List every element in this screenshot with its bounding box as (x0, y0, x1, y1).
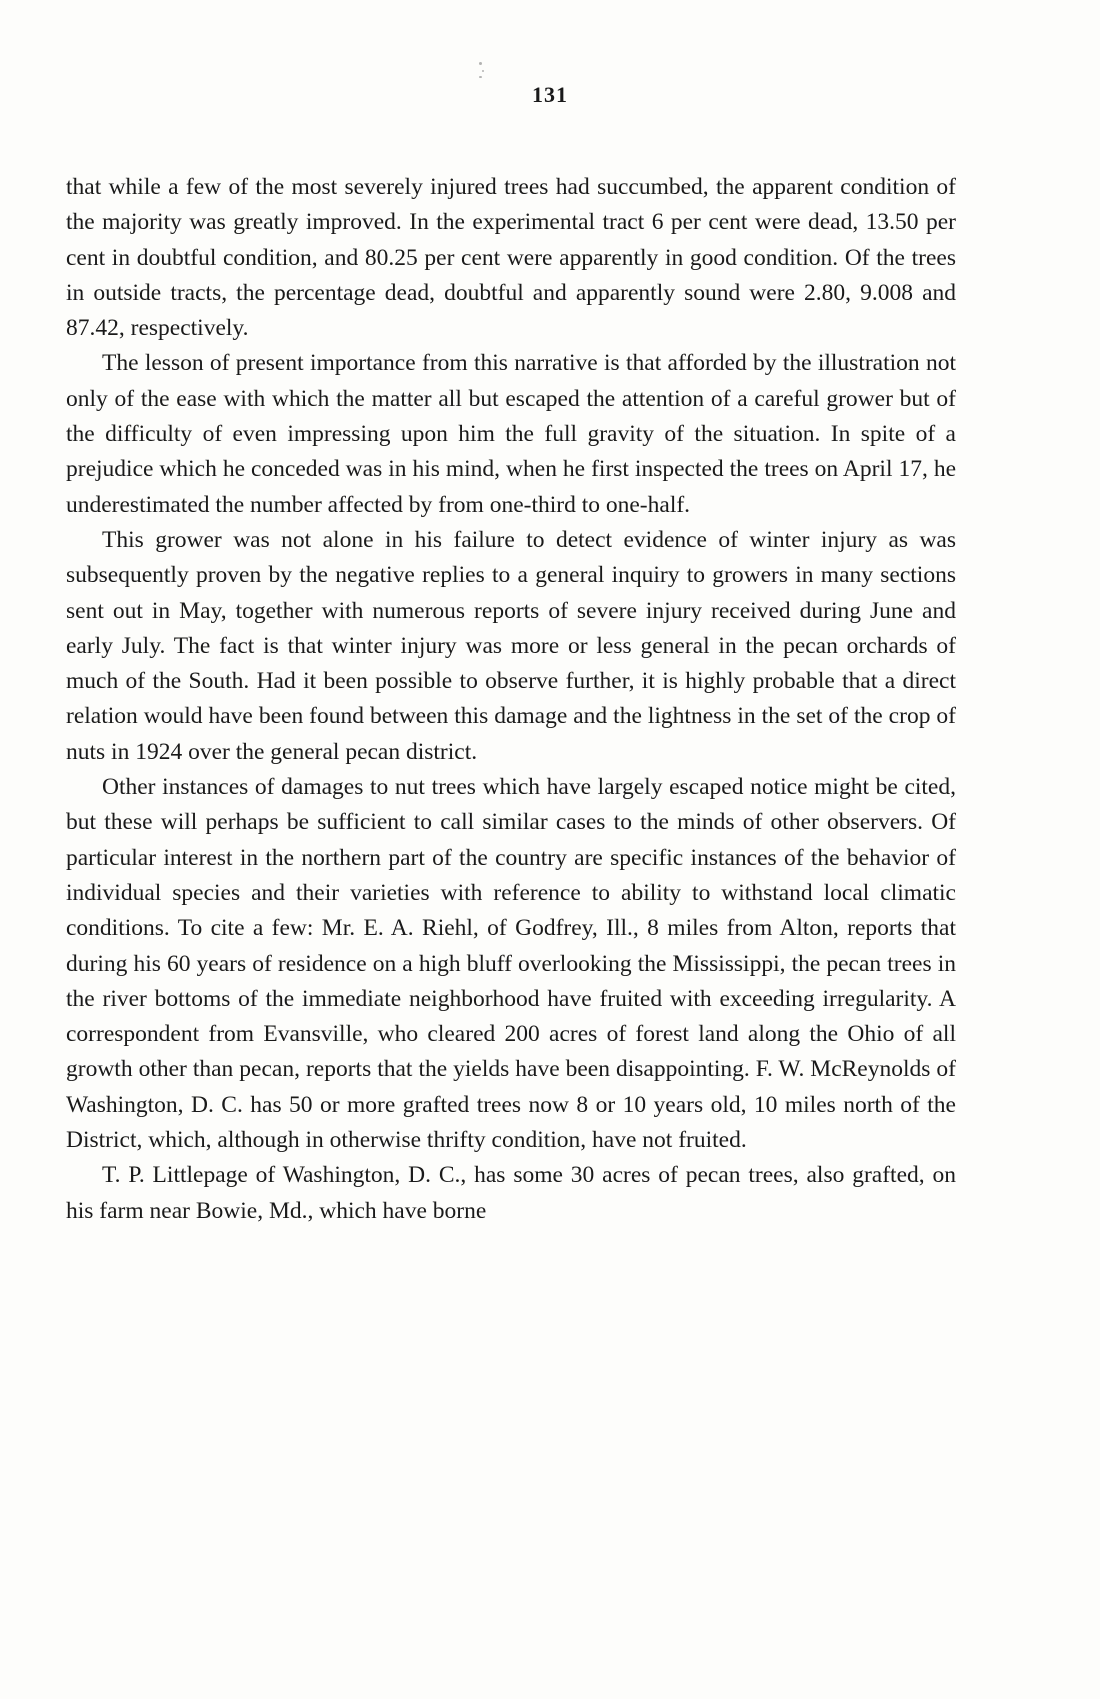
paragraph-4: Other instances of damages to nut trees which have largely escaped notice might be cited, but these will perhaps be sufficient to call similar cases to the minds of other observers. Of particular interest in the northern part of the country are specific instances of the behavior of individual species and their varieties with reference to ability to withstand local climatic conditions. To cite a few: Mr. E. A. Riehl, of Godfrey, Ill., 8 miles from Alton, reports that during his 60 years of residence on a high bluff overlooking the Mississippi, the pecan trees in the river bottoms of the immediate neighborhood have fruited with exceeding irregularity. A correspondent from Evansville, who cleared 200 acres of forest land along the Ohio of all growth other than pecan, reports that the yields have been disappointing. F. W. McReynolds of Washington, D. C. has 50 or more grafted trees now 8 or 10 years old, 10 miles north of the District, which, although in otherwise thrifty condition, have not fruited. (66, 774, 956, 1154)
body-text (66, 170, 956, 1229)
scan-speck (479, 62, 482, 65)
paragraph-2: The lesson of present importance from this narrative is that afforded by the illustration not only of the ease with which the matter all but escaped the attention of a careful grower but of the difficulty of even impressing upon him the full gravity of the situation. In spite of a prejudice which he conceded was in his mind, when he first inspected the trees on April 17, he underestimated the number affected by from one-third to one-half. (66, 350, 956, 518)
paragraph-1: that while a few of the most severely injured trees had succumbed, the apparent condition of the majority was greatly improved. In the experimental tract 6 per cent were dead, 13.50 per cent in doubtful condition, and 80.25 per cent were apparently in good condition. Of the trees in outside tracts, the percentage dead, doubtful and apparently sound were 2.80, 9.008 and 87.42, respectively. (66, 174, 956, 342)
scan-speck (479, 76, 482, 78)
page-number: 131 (532, 82, 568, 107)
paragraph-3: This grower was not alone in his failure to detect evidence of winter injury as was subsequently proven by the negative replies to a general inquiry to growers in many sections sent out in May, together with numerous reports of severe injury received during June and early July. The fact is that winter injury was more or less general in the pecan orchards of much of the South. Had it been possible to observe further, it is highly probable that a direct relation would have been found between this damage and the lightness in the set of the crop of nuts in 1924 over the general pecan district. (66, 526, 956, 765)
paragraph-5: T. P. Littlepage of Washington, D. C., has some 30 acres of pecan trees, also grafted, on his farm near Bowie, Md., which have borne (66, 1162, 956, 1224)
scan-speck (482, 70, 484, 72)
